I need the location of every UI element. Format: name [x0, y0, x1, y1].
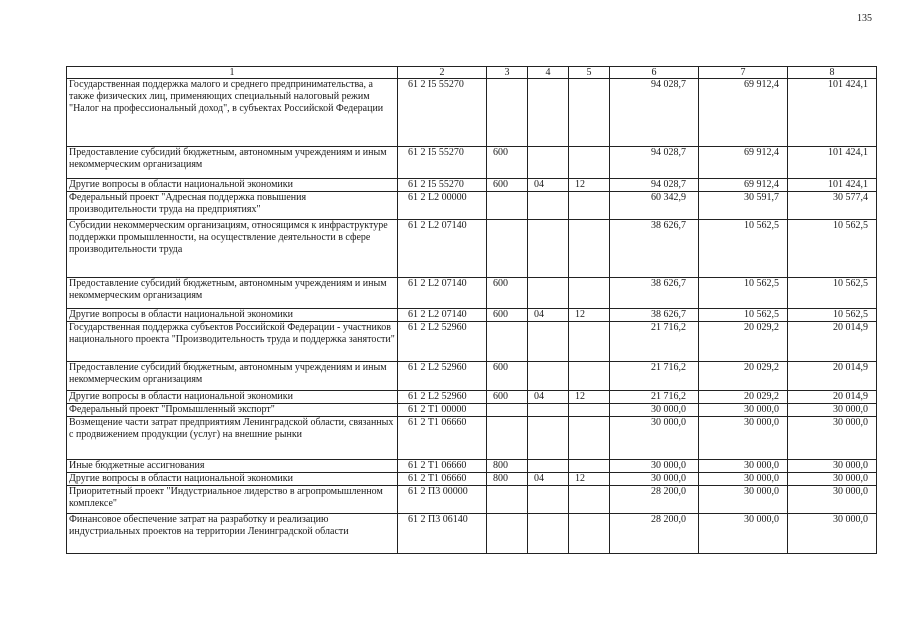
row-rz-cell — [528, 278, 569, 309]
header-cell: 1 — [67, 67, 398, 79]
row-rz-cell — [528, 322, 569, 362]
row-value-8-cell: 20 014,9 — [788, 322, 877, 362]
row-value-6-cell: 30 000,0 — [610, 417, 699, 460]
row-rz-cell: 04 — [528, 309, 569, 322]
row-vr-cell — [487, 192, 528, 220]
row-name-cell: Другие вопросы в области национальной экономики — [67, 179, 398, 192]
table-row — [67, 404, 877, 417]
row-pr-cell — [569, 147, 610, 179]
header-cell: 7 — [699, 67, 788, 79]
row-pr-cell — [569, 192, 610, 220]
row-code-cell: 61 2 I5 55270 — [398, 179, 487, 192]
row-vr-cell — [487, 417, 528, 460]
row-rz-cell — [528, 220, 569, 278]
row-vr-cell: 600 — [487, 278, 528, 309]
row-value-7-cell: 10 562,5 — [699, 278, 788, 309]
row-pr-cell: 12 — [569, 309, 610, 322]
row-value-7-cell: 69 912,4 — [699, 79, 788, 147]
table-header-row — [67, 67, 877, 79]
row-rz-cell — [528, 192, 569, 220]
row-name-cell: Возмещение части затрат предприятиям Ленинградской области, связанных с продвижением продукции (услуг) на внешние рынки — [67, 417, 398, 460]
row-pr-cell — [569, 514, 610, 554]
table-row — [67, 220, 877, 278]
row-code-cell: 61 2 L2 52960 — [398, 322, 487, 362]
row-value-7-cell: 30 000,0 — [699, 417, 788, 460]
row-value-6-cell: 94 028,7 — [610, 147, 699, 179]
row-vr-cell — [487, 514, 528, 554]
row-pr-cell — [569, 404, 610, 417]
row-code-cell: 61 2 L2 07140 — [398, 309, 487, 322]
row-value-8-cell: 30 000,0 — [788, 417, 877, 460]
row-pr-cell — [569, 322, 610, 362]
row-value-6-cell: 30 000,0 — [610, 473, 699, 486]
row-pr-cell — [569, 486, 610, 514]
row-pr-cell — [569, 220, 610, 278]
row-value-7-cell: 20 029,2 — [699, 322, 788, 362]
row-value-7-cell: 30 000,0 — [699, 460, 788, 473]
row-value-7-cell: 69 912,4 — [699, 147, 788, 179]
row-value-6-cell: 28 200,0 — [610, 486, 699, 514]
row-name-cell: Федеральный проект "Адресная поддержка повышения производительности труда на предприятиях" — [67, 192, 398, 220]
row-value-6-cell: 94 028,7 — [610, 79, 699, 147]
row-value-8-cell: 20 014,9 — [788, 391, 877, 404]
row-name-cell: Государственная поддержка малого и среднего предпринимательства, а также физических лиц, применяющих специальный налоговый режим "Налог на профессиональный доход", в субъектах Российской Федерации — [67, 79, 398, 147]
row-pr-cell: 12 — [569, 473, 610, 486]
row-value-6-cell: 38 626,7 — [610, 309, 699, 322]
row-name-cell: Другие вопросы в области национальной экономики — [67, 309, 398, 322]
row-pr-cell — [569, 278, 610, 309]
row-code-cell: 61 2 L2 07140 — [398, 278, 487, 309]
row-value-8-cell: 30 000,0 — [788, 404, 877, 417]
row-value-6-cell: 21 716,2 — [610, 362, 699, 391]
row-rz-cell — [528, 460, 569, 473]
header-cell: 5 — [569, 67, 610, 79]
table-row — [67, 278, 877, 309]
row-value-6-cell: 30 000,0 — [610, 460, 699, 473]
table-body — [67, 79, 877, 554]
header-cell: 3 — [487, 67, 528, 79]
table-row — [67, 362, 877, 391]
row-rz-cell: 04 — [528, 391, 569, 404]
row-code-cell: 61 2 T1 06660 — [398, 473, 487, 486]
row-value-8-cell: 101 424,1 — [788, 79, 877, 147]
table-row — [67, 417, 877, 460]
row-code-cell: 61 2 П3 06140 — [398, 514, 487, 554]
row-value-7-cell: 20 029,2 — [699, 362, 788, 391]
table-row — [67, 391, 877, 404]
row-vr-cell: 800 — [487, 473, 528, 486]
row-value-7-cell: 10 562,5 — [699, 220, 788, 278]
row-pr-cell: 12 — [569, 179, 610, 192]
table-row — [67, 79, 877, 147]
row-code-cell: 61 2 L2 52960 — [398, 391, 487, 404]
row-rz-cell — [528, 404, 569, 417]
row-vr-cell: 600 — [487, 147, 528, 179]
row-value-6-cell: 21 716,2 — [610, 322, 699, 362]
row-value-7-cell: 30 000,0 — [699, 514, 788, 554]
row-value-8-cell: 30 000,0 — [788, 473, 877, 486]
header-cell: 8 — [788, 67, 877, 79]
page-number: 135 — [857, 13, 872, 24]
row-pr-cell — [569, 362, 610, 391]
row-pr-cell — [569, 417, 610, 460]
row-value-7-cell: 30 000,0 — [699, 473, 788, 486]
table-row — [67, 179, 877, 192]
row-value-8-cell: 101 424,1 — [788, 179, 877, 192]
budget-table — [66, 66, 877, 554]
row-vr-cell — [487, 79, 528, 147]
header-cell: 6 — [610, 67, 699, 79]
row-rz-cell — [528, 79, 569, 147]
row-value-8-cell: 30 000,0 — [788, 486, 877, 514]
row-pr-cell — [569, 79, 610, 147]
row-value-6-cell: 38 626,7 — [610, 220, 699, 278]
row-value-8-cell: 101 424,1 — [788, 147, 877, 179]
row-vr-cell — [487, 404, 528, 417]
table-row — [67, 460, 877, 473]
table-row — [67, 192, 877, 220]
row-code-cell: 61 2 T1 00000 — [398, 404, 487, 417]
row-value-6-cell: 21 716,2 — [610, 391, 699, 404]
row-rz-cell — [528, 486, 569, 514]
row-name-cell: Приоритетный проект "Индустриальное лидерство в агропромышленном комплексе" — [67, 486, 398, 514]
row-rz-cell — [528, 362, 569, 391]
row-name-cell: Предоставление субсидий бюджетным, автономным учреждениям и иным некоммерческим организациям — [67, 147, 398, 179]
row-code-cell: 61 2 L2 07140 — [398, 220, 487, 278]
header-cell: 2 — [398, 67, 487, 79]
row-code-cell: 61 2 T1 06660 — [398, 417, 487, 460]
row-value-8-cell: 10 562,5 — [788, 220, 877, 278]
row-value-6-cell: 30 000,0 — [610, 404, 699, 417]
row-code-cell: 61 2 П3 00000 — [398, 486, 487, 514]
row-rz-cell — [528, 514, 569, 554]
row-rz-cell: 04 — [528, 179, 569, 192]
row-code-cell: 61 2 I5 55270 — [398, 147, 487, 179]
row-vr-cell — [487, 220, 528, 278]
row-rz-cell — [528, 147, 569, 179]
row-value-8-cell: 30 577,4 — [788, 192, 877, 220]
row-name-cell: Другие вопросы в области национальной экономики — [67, 391, 398, 404]
row-code-cell: 61 2 T1 06660 — [398, 460, 487, 473]
row-value-8-cell: 30 000,0 — [788, 514, 877, 554]
row-value-8-cell: 20 014,9 — [788, 362, 877, 391]
table-row — [67, 486, 877, 514]
row-value-7-cell: 10 562,5 — [699, 309, 788, 322]
row-value-6-cell: 38 626,7 — [610, 278, 699, 309]
row-rz-cell — [528, 417, 569, 460]
table-row — [67, 309, 877, 322]
row-name-cell: Субсидии некоммерческим организациям, относящимся к инфраструктуре поддержки промышленности, на осуществление деятельности в сфере производительности труда — [67, 220, 398, 278]
row-value-7-cell: 30 591,7 — [699, 192, 788, 220]
row-value-8-cell: 30 000,0 — [788, 460, 877, 473]
row-vr-cell: 600 — [487, 391, 528, 404]
row-rz-cell: 04 — [528, 473, 569, 486]
row-value-6-cell: 94 028,7 — [610, 179, 699, 192]
row-name-cell: Иные бюджетные ассигнования — [67, 460, 398, 473]
row-code-cell: 61 2 L2 52960 — [398, 362, 487, 391]
row-vr-cell — [487, 322, 528, 362]
row-name-cell: Предоставление субсидий бюджетным, автономным учреждениям и иным некоммерческим организациям — [67, 278, 398, 309]
row-vr-cell: 800 — [487, 460, 528, 473]
row-pr-cell: 12 — [569, 391, 610, 404]
row-value-6-cell: 60 342,9 — [610, 192, 699, 220]
row-code-cell: 61 2 I5 55270 — [398, 79, 487, 147]
row-name-cell: Федеральный проект "Промышленный экспорт" — [67, 404, 398, 417]
header-cell: 4 — [528, 67, 569, 79]
row-name-cell: Предоставление субсидий бюджетным, автономным учреждениям и иным некоммерческим организациям — [67, 362, 398, 391]
table-row — [67, 473, 877, 486]
table-row — [67, 147, 877, 179]
row-value-7-cell: 30 000,0 — [699, 404, 788, 417]
row-value-6-cell: 28 200,0 — [610, 514, 699, 554]
row-value-7-cell: 30 000,0 — [699, 486, 788, 514]
row-vr-cell — [487, 486, 528, 514]
table-row — [67, 322, 877, 362]
row-name-cell: Другие вопросы в области национальной экономики — [67, 473, 398, 486]
row-value-8-cell: 10 562,5 — [788, 309, 877, 322]
row-vr-cell: 600 — [487, 362, 528, 391]
table-row — [67, 514, 877, 554]
row-vr-cell: 600 — [487, 309, 528, 322]
row-code-cell: 61 2 L2 00000 — [398, 192, 487, 220]
row-value-7-cell: 69 912,4 — [699, 179, 788, 192]
row-value-8-cell: 10 562,5 — [788, 278, 877, 309]
row-name-cell: Финансовое обеспечение затрат на разработку и реализацию индустриальных проектов на территории Ленинградской области — [67, 514, 398, 554]
row-name-cell: Государственная поддержка субъектов Российской Федерации - участников национального проекта "Производительность труда и поддержка занятости" — [67, 322, 398, 362]
row-value-7-cell: 20 029,2 — [699, 391, 788, 404]
row-pr-cell — [569, 460, 610, 473]
row-vr-cell: 600 — [487, 179, 528, 192]
